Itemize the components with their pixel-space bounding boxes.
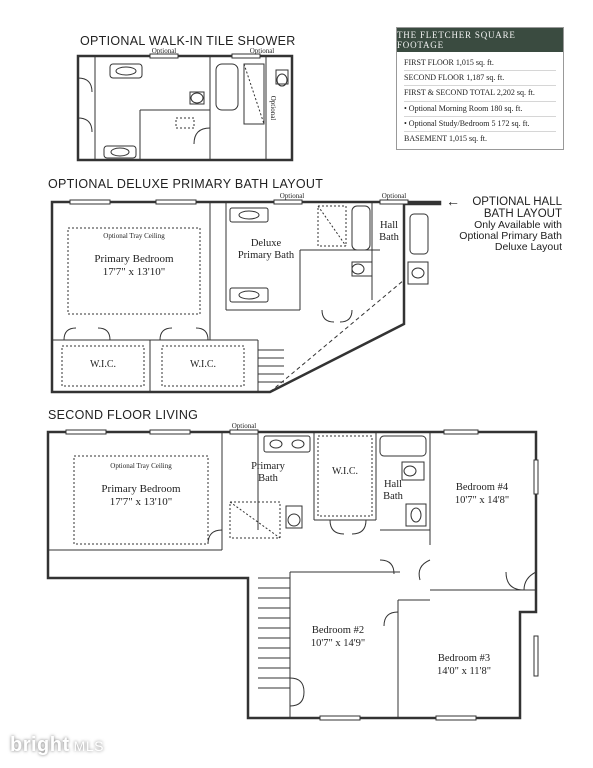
deluxe-hall-bath-label-1: Hall [379,220,399,231]
bedroom-2-name: Bedroom #2 [311,625,365,636]
deluxe-optional-label-2: Optional [381,192,407,200]
bright-mls-logo [10,734,104,757]
bedroom-3-name: Bedroom #3 [437,653,491,664]
bedroom-2-size: 10'7" x 14'9" [310,638,366,649]
footage-morning-room: • Optional Morning Room 180 sq. ft. [404,102,556,117]
second-primary-bath-label-1: Primary [251,461,285,472]
bedroom-4-name: Bedroom #4 [455,482,509,493]
second-wic-label: W.I.C. [331,466,359,477]
deluxe-bath-title: OPTIONAL DELUXE PRIMARY BATH LAYOUT [48,177,324,191]
hall-note-sub-2: Optional Primary Bath [459,230,562,242]
deluxe-bath-label-2: Primary Bath [237,250,295,261]
arrow-left-icon: ← [446,193,460,209]
deluxe-wic-label-1: W.I.C. [89,359,117,370]
second-tray-ceiling-label: Optional Tray Ceiling [110,462,172,470]
footage-header: THE FLETCHER SQUARE FOOTAGE [397,28,563,52]
hall-note-title-1: OPTIONAL HALL [472,196,562,208]
second-hall-bath-label-1: Hall [383,479,403,490]
walkin-optional-label-1: Optional [151,47,177,55]
second-primary-bath-label-2: Bath [258,473,278,484]
bedroom-4-size: 10'7" x 14'8" [454,495,510,506]
footage-second-floor: SECOND FLOOR 1,187 sq. ft. [404,71,556,86]
watermark-brand: bright [10,734,70,756]
walkin-shower-plan [78,54,292,160]
footage-total: FIRST & SECOND TOTAL 2,202 sq. ft. [404,86,556,101]
deluxe-bath-label-1: Deluxe [250,238,282,249]
deluxe-primary-bedroom-size: 17'7" x 13'10" [102,266,166,278]
footage-basement: BASEMENT 1,015 sq. ft. [404,134,487,144]
second-hall-bath-label-2: Bath [383,491,403,502]
footage-study: • Optional Study/Bedroom 5 172 sq. ft. [404,117,556,132]
deluxe-tray-ceiling-label: Optional Tray Ceiling [103,232,165,240]
hall-note-title-2: BATH LAYOUT [483,208,562,220]
second-optional-label: Optional [231,422,257,430]
deluxe-optional-label-1: Optional [279,192,305,200]
deluxe-hall-bath-label-2: Bath [379,232,399,243]
hall-note-sub-3: Deluxe Layout [494,241,562,253]
deluxe-primary-bedroom-name: Primary Bedroom [94,253,174,265]
bedroom-3-size: 14'0" x 11'8" [437,666,491,677]
walkin-shower-title: OPTIONAL WALK-IN TILE SHOWER [80,34,296,48]
second-primary-bedroom-name: Primary Bedroom [101,483,181,495]
deluxe-wic-label-2: W.I.C. [189,359,217,370]
second-primary-bedroom-size: 17'7" x 13'10" [109,496,173,508]
second-floor-title: SECOND FLOOR LIVING [48,408,199,422]
watermark-suffix: MLS [73,738,104,754]
walkin-optional-label-side: Optional [269,95,277,121]
walkin-optional-label-2: Optional [249,47,275,55]
hall-note-sub-1: Only Available with [474,219,562,231]
footage-first-floor: FIRST FLOOR 1,015 sq. ft. [404,56,556,71]
